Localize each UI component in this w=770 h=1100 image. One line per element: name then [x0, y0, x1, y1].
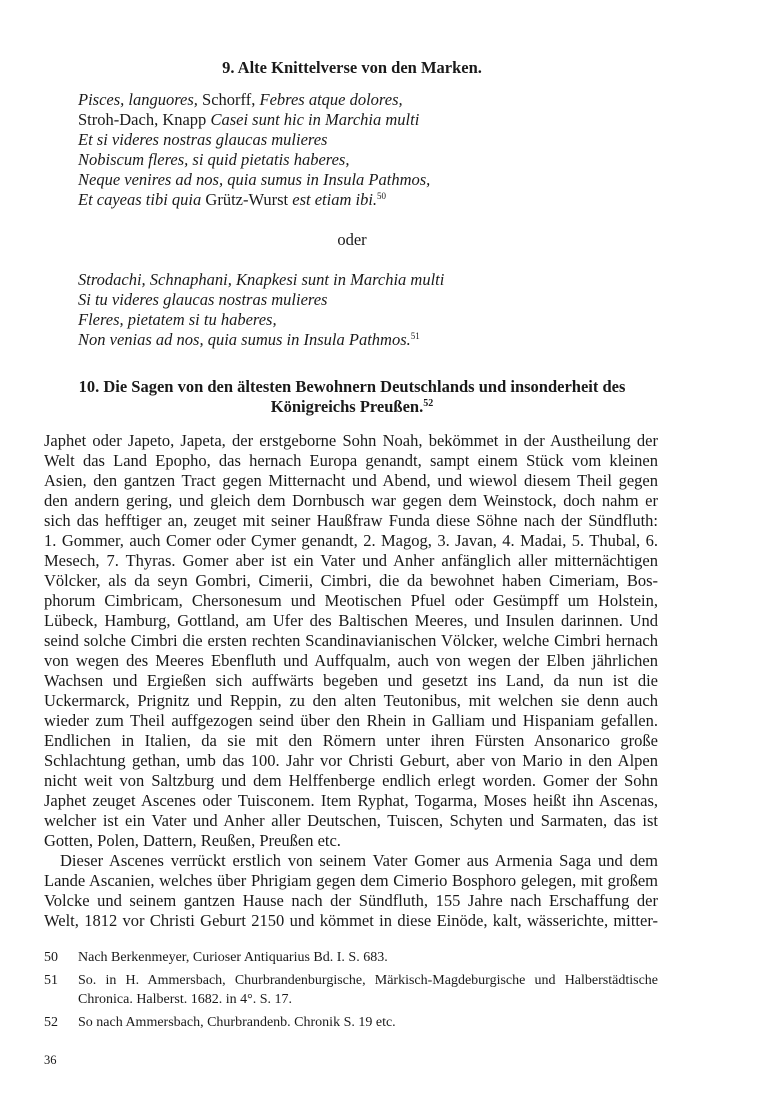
text-line: Schlachtung gethan, umb das 100. Jahr vor Christi Geburt, aber von Mario in den Alpen	[44, 751, 658, 770]
footnote-text: So nach Ammersbach, Churbrandenb. Chronik S. 19 etc.	[78, 1015, 396, 1030]
verse-text-italic: Si tu videres glaucas nostras mulieres	[78, 290, 328, 309]
text-line: Dieser Ascenes verrückt erstlich von seinem Vater Gomer aus Armenia Saga und dem	[60, 851, 658, 870]
body-text	[44, 431, 658, 931]
text-line: Japhet oder Japeto, Japeta, der erstgeborne Sohn Noah, bekömmet in der Austheilung der	[44, 431, 658, 450]
verse-line	[78, 150, 678, 170]
verse-text-italic: est etiam ibi.	[292, 190, 378, 209]
verse-line	[78, 90, 678, 110]
verse-text: Stroh-Dach, Knapp	[78, 110, 211, 129]
footnote-number: 52	[44, 1015, 58, 1030]
text-line: phorum Cimbricam, Chersonesum und Meotischen Pfuel oder Gesümpff um Holstein,	[44, 591, 658, 610]
verse-text-italic: Neque venires ad nos, quia sumus in Insula Pathmos,	[78, 170, 431, 189]
text-line: seind solche Cimbri die ersten rechten Scandinavianischen Völcker, welche Cimbri hernach	[44, 631, 658, 650]
verse-line	[78, 310, 678, 330]
verse-text: Schorff,	[197, 90, 260, 109]
verse-line	[78, 290, 678, 310]
text-line: Wachsen und Ergießen sich auffwärts begeben und gesetzt ins Land, da nun ist die	[44, 671, 658, 690]
verse-block-1	[78, 90, 678, 210]
page-number: 36	[44, 1053, 57, 1067]
text-line: Lande Ascanien, welches über Phrigiam gegen dem Cimerio Bosphoro gelegen, mit großem	[44, 871, 658, 890]
text-line: Uckermarck, Prignitz und Reppin, zu den alten Teutonibus, mit welchen sie denn auch	[44, 691, 658, 710]
section-title-line: 10. Die Sagen von den ältesten Bewohnern Deutschlands und insonderheit des	[78, 377, 626, 396]
footnote	[44, 948, 658, 967]
text-line: wieder zum Theil auffgezogen seind über den Rhein in Galliam und Hispaniam gefallen.	[44, 711, 658, 730]
footnote-text: So. in H. Ammersbach, Churbrandenburgische, Märkisch-Magdeburgische und Halberstädtische	[78, 973, 658, 988]
verse-block-2	[78, 270, 678, 350]
verse-text-italic: Casei sunt hic in Marchia multi	[210, 110, 420, 129]
verse-separator: oder	[337, 230, 367, 249]
text-line: Asien, den gantzen Tract gegen Mitternacht und Abend, und wiewol diesem Theil gegen	[44, 471, 658, 490]
verse-text-italic: Non venias ad nos, quia sumus in Insula Pathmos.	[78, 330, 411, 349]
verse-line	[78, 110, 678, 130]
section-title: 9. Alte Knittelverse von den Marken.	[222, 58, 482, 77]
section-title-line: Königreichs Preußen.$^{52}$	[270, 397, 434, 416]
text-line: 1. Gommer, auch Comer oder Cymer genandt, 2. Magog, 3. Javan, 4. Madai, 5. Thubal, 6.	[44, 531, 658, 550]
verse-line	[78, 130, 678, 150]
footnote-text: Nach Berkenmeyer, Curioser Antiquarius Bd. I. S. 683.	[78, 950, 388, 965]
text-line: Gotten, Polen, Dattern, Reußen, Preußen etc.	[44, 831, 341, 850]
text-line: Mesech, 7. Thyras. Gomer aber ist ein Vater und Anher anfänglich aller mitternächtigen	[44, 551, 658, 570]
text-line: Lübeck, Hamburg, Gottland, am Ufer des Baltischen Meeres, und Insulen darinnen. Und	[44, 611, 658, 630]
verse-text-italic: Fleres, pietatem si tu haberes,	[78, 310, 277, 329]
verse-line	[78, 190, 678, 210]
text-line: Völcker, als da seyn Gombri, Cimerii, Cimbri, die da bewohnet haben Cimeriam, Bos-	[44, 571, 658, 590]
text-line: den andern gering, und gleich dem Dornbusch war gegen dem Weinstock, doch nahm er	[44, 491, 658, 510]
footnote-text: Chronica. Halberst. 1682. in 4°. S. 17.	[78, 992, 293, 1007]
footnotes	[44, 948, 658, 1036]
verse-text: Grütz-Wurst	[205, 190, 293, 209]
verse-text-italic: Febres atque dolores,	[259, 90, 403, 109]
text-line: Japhet zeuget Ascenes oder Tuisconem. Item Ryphat, Togarma, Moses heißt ihn Ascenas,	[44, 791, 658, 810]
footnote-number: 51	[44, 973, 58, 988]
verse-line	[78, 270, 678, 290]
verse-line	[78, 170, 678, 190]
verse-line	[78, 330, 678, 350]
footnote-ref: 51	[410, 331, 420, 341]
text-line: Welt, 1812 vor Christi Geburt 2150 und kömmet in diese Einöde, kalt, wässerichte, mitter-	[44, 911, 658, 930]
verse-text-italic: Nobiscum fleres, si quid pietatis haberes,	[78, 150, 350, 169]
section-heading-10	[44, 377, 660, 417]
footnote-number: 50	[44, 950, 58, 965]
text-line: Volcke und seinem gantzen Hause nach der Sündfluth, 155 Jahre nach Erschaffung der	[44, 891, 658, 910]
text-line: Endlichen in Italien, da sie mit den Römern unter ihren Fürsten Ansonarico große	[44, 731, 658, 750]
footnote-ref: 50	[377, 191, 387, 201]
text-line: von wegen des Meeres Ebenfluth und Auffqualm, auch von wegen der Elben jährlichen	[44, 651, 658, 670]
text-line: Welt das Land Epopho, das hernach Europa genandt, sampt einem Stück vom kleinen	[44, 451, 658, 470]
text-line: sich das hefftiger an, zeuget mit seiner Haußfraw Funda diese Söhne nach der Sündfluth:	[44, 511, 658, 530]
footnote	[44, 971, 658, 1009]
footnote-ref: 52	[423, 398, 434, 409]
verse-text-italic: Et si videres nostras glaucas mulieres	[78, 130, 328, 149]
section-heading-9	[44, 58, 660, 78]
verse-text-italic: Et cayeas tibi quia	[78, 190, 206, 209]
text-line: nicht weit von Saltzburg und dem Helffenberge endlich erlegt worden. Gomer der Sohn	[44, 771, 658, 790]
text-line: welcher ist ein Vater und Anher aller Deutschen, Tuiscen, Schyten und Sarmaten, das ist	[44, 811, 658, 830]
verse-text-italic: Strodachi, Schnaphani, Knapkesi sunt in Marchia multi	[78, 270, 445, 289]
verse-text-italic: Pisces, languores,	[78, 90, 198, 109]
footnote	[44, 1013, 658, 1032]
